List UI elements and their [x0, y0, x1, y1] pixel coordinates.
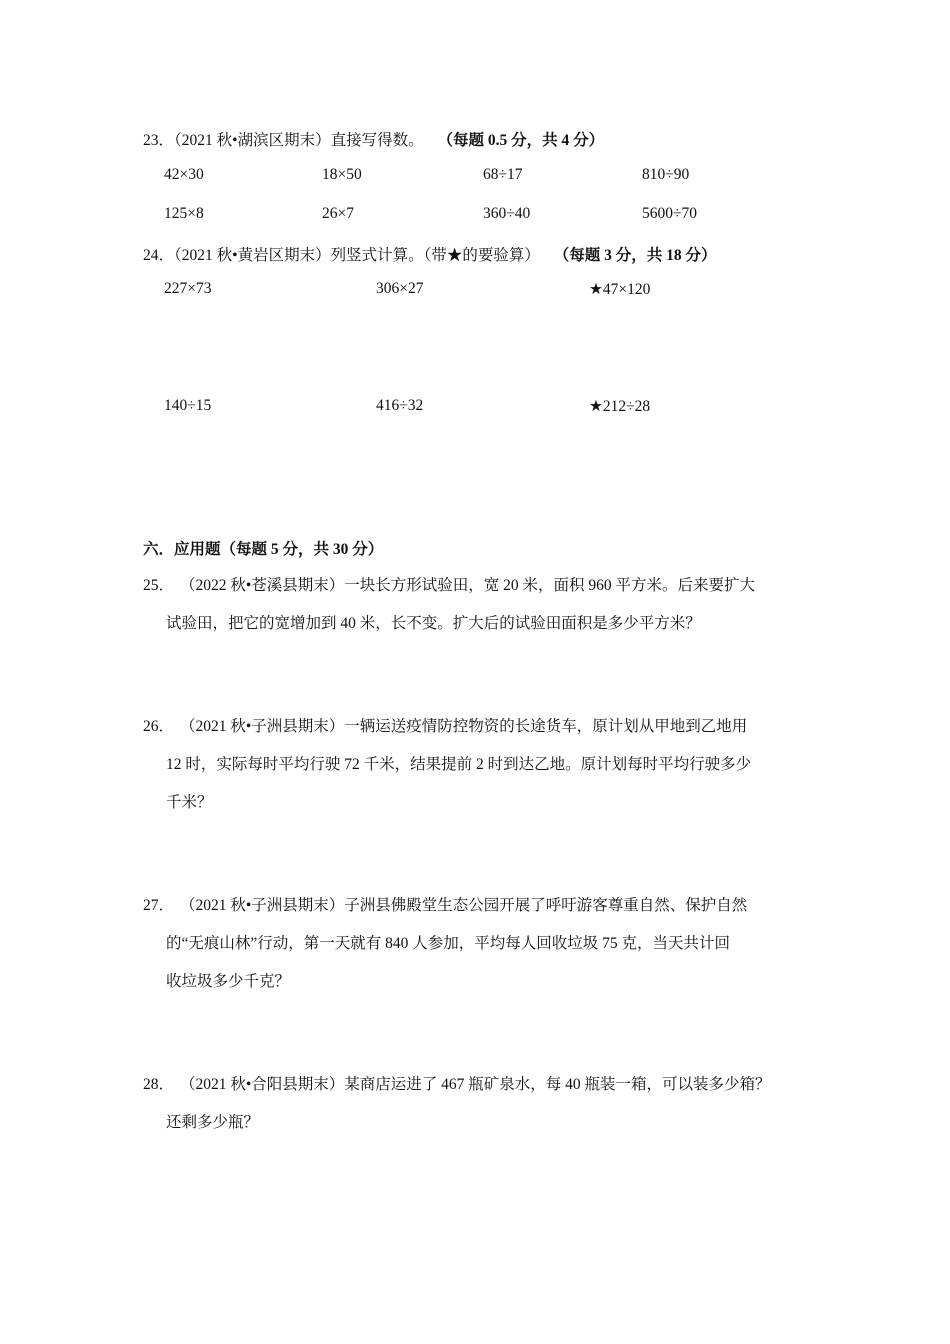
q23-item: 68÷17	[483, 166, 523, 183]
question-26-line: 千米？	[166, 794, 213, 811]
question-25-line: （2022 秋•苍溪县期末）一块长方形试验田，宽 20 米，面积 960 平方米。后来要扩大	[180, 577, 756, 594]
question-27-line: 的“无痕山林”行动，第一天就有 840 人参加，平均每人回收垃圾 75 克，当天共计回	[166, 935, 731, 952]
section-6-title: 六．应用题（每题 5 分，共 30 分）	[143, 541, 384, 558]
q24-item: ★212÷28	[589, 398, 651, 415]
question-27-line: （2021 秋•子洲县期末）子洲县佛殿堂生态公园开展了呼吁游客尊重自然、保护自然	[180, 897, 748, 914]
question-28-number: 28．	[143, 1076, 175, 1093]
question-26-line: （2021 秋•子洲县期末）一辆运送疫情防控物资的长途货车，原计划从甲地到乙地用	[180, 718, 748, 735]
question-24-score: （每题 3 分，共 18 分）	[553, 247, 717, 264]
question-27-number: 27．	[143, 897, 175, 914]
question-27-line: 收垃圾多少千克？	[166, 973, 291, 990]
question-25-line: 试验田，把它的宽增加到 40 米，长不变。扩大后的试验田面积是多少平方米？	[166, 615, 701, 632]
question-24-source: （2021 秋•黄岩区期末）列竖式计算。（带★的要验算）	[174, 247, 540, 264]
q23-item: 810÷90	[642, 166, 690, 183]
q24-item: 306×27	[376, 280, 424, 297]
q23-item: 18×50	[322, 166, 362, 183]
q23-item: 360÷40	[483, 205, 531, 222]
q23-item: 26×7	[322, 205, 354, 222]
q24-item: ★47×120	[589, 281, 651, 298]
question-24-number: 24．	[143, 247, 175, 264]
q23-item: 125×8	[164, 205, 204, 222]
question-23-header	[143, 128, 604, 150]
question-23-score: （每题 0.5 分，共 4 分）	[437, 132, 605, 149]
question-26-number: 26．	[143, 718, 175, 735]
question-28-line: （2021 秋•合阳县期末）某商店运进了 467 瓶矿泉水，每 40 瓶装一箱，可以装多少箱？	[180, 1076, 771, 1093]
question-28-line: 还剩多少瓶？	[166, 1114, 260, 1131]
question-23-source: （2021 秋•湖滨区期末）直接写得数。	[174, 132, 424, 149]
q24-item: 416÷32	[376, 397, 424, 414]
q24-item: 227×73	[164, 280, 212, 297]
q23-item: 5600÷70	[642, 205, 698, 222]
question-26-line: 12 时，实际每时平均行驶 72 千米，结果提前 2 时到达乙地。原计划每时平均行驶多少	[166, 756, 752, 773]
question-25-number: 25．	[143, 577, 175, 594]
question-24-header	[143, 243, 716, 265]
question-23-number: 23．	[143, 132, 175, 149]
q23-item: 42×30	[164, 166, 204, 183]
q24-item: 140÷15	[164, 397, 212, 414]
